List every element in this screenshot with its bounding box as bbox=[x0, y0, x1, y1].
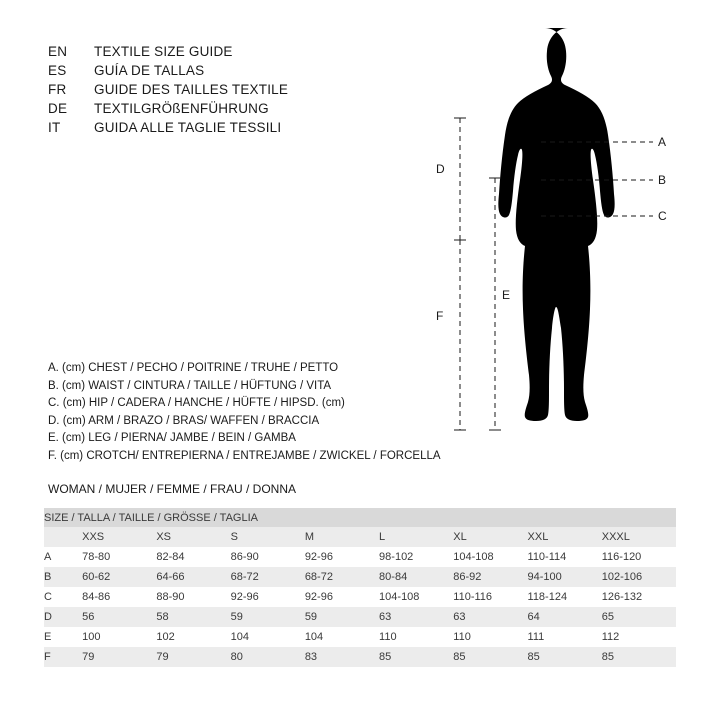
table-header-m: M bbox=[305, 527, 379, 547]
cell: 80-84 bbox=[379, 567, 453, 587]
cell: 83 bbox=[305, 647, 379, 667]
cell: 79 bbox=[82, 647, 156, 667]
table-row bbox=[44, 607, 676, 627]
row-label: A bbox=[44, 547, 82, 567]
cell: 92-96 bbox=[305, 547, 379, 567]
cell: 58 bbox=[156, 607, 230, 627]
cell: 63 bbox=[453, 607, 527, 627]
title-text: GUIDE DES TAILLES TEXTILE bbox=[94, 82, 289, 97]
cell: 59 bbox=[305, 607, 379, 627]
row-label: B bbox=[44, 567, 82, 587]
silhouette-shape bbox=[498, 28, 614, 421]
row-label: C bbox=[44, 587, 82, 607]
legend-item-d: D. (cm) ARM / BRAZO / BRAS/ WAFFEN / BRACCIA bbox=[48, 414, 320, 427]
cell: 63 bbox=[379, 607, 453, 627]
table-header-row bbox=[44, 527, 676, 547]
cell: 56 bbox=[82, 607, 156, 627]
cell: 64 bbox=[528, 607, 602, 627]
row-label: E bbox=[44, 627, 82, 647]
cell: 60-62 bbox=[82, 567, 156, 587]
table-row bbox=[44, 587, 676, 607]
cell: 92-96 bbox=[231, 587, 305, 607]
title-lang-code: EN bbox=[48, 44, 68, 59]
title-text: TEXTILGRÖßENFÜHRUNG bbox=[94, 101, 269, 116]
title-block bbox=[48, 44, 378, 139]
cell: 85 bbox=[528, 647, 602, 667]
cell: 59 bbox=[231, 607, 305, 627]
table-row bbox=[44, 647, 676, 667]
cell: 86-90 bbox=[231, 547, 305, 567]
title-lang-code: ES bbox=[48, 63, 67, 78]
table-caption: SIZE / TALLA / TAILLE / GRÖSSE / TAGLIA bbox=[44, 508, 676, 527]
cell: 112 bbox=[602, 627, 676, 647]
cell: 102 bbox=[156, 627, 230, 647]
cell: 104 bbox=[305, 627, 379, 647]
cell: 116-120 bbox=[602, 547, 676, 567]
marker-b-label: B bbox=[658, 173, 667, 187]
table-row bbox=[44, 627, 676, 647]
title-row bbox=[48, 44, 378, 59]
cell: 126-132 bbox=[602, 587, 676, 607]
size-table bbox=[44, 508, 676, 667]
cell: 78-80 bbox=[82, 547, 156, 567]
cell: 92-96 bbox=[305, 587, 379, 607]
table-row bbox=[44, 567, 676, 587]
cell: 85 bbox=[453, 647, 527, 667]
title-row bbox=[48, 82, 378, 97]
cell: 111 bbox=[528, 627, 602, 647]
table-corner-cell bbox=[44, 527, 82, 547]
cell: 94-100 bbox=[528, 567, 602, 587]
cell: 88-90 bbox=[156, 587, 230, 607]
row-label: D bbox=[44, 607, 82, 627]
legend-block bbox=[48, 360, 478, 466]
table-header-xxs: XXS bbox=[82, 527, 156, 547]
title-lang-code: IT bbox=[48, 120, 61, 135]
title-row bbox=[48, 101, 378, 116]
cell: 68-72 bbox=[305, 567, 379, 587]
legend-item-e: E. (cm) LEG / PIERNA/ JAMBE / BEIN / GAMBA bbox=[48, 432, 296, 445]
cell: 104-108 bbox=[453, 547, 527, 567]
marker-e-label: E bbox=[502, 288, 511, 302]
cell: 100 bbox=[82, 627, 156, 647]
legend-item-a: A. (cm) CHEST / PECHO / POITRINE / TRUHE / PETTO bbox=[48, 362, 339, 374]
marker-d-measure bbox=[436, 118, 466, 240]
cell: 65 bbox=[602, 607, 676, 627]
marker-d-label: D bbox=[436, 162, 445, 176]
table-row bbox=[44, 547, 676, 567]
title-lang-code: DE bbox=[48, 101, 68, 116]
cell: 80 bbox=[231, 647, 305, 667]
title-lang-code: FR bbox=[48, 82, 67, 97]
cell: 110 bbox=[453, 627, 527, 647]
marker-c-label: C bbox=[658, 209, 667, 223]
legend-item-f: F. (cm) CROTCH/ ENTREPIERNA / ENTREJAMBE / ZWICKEL / FORCELLA bbox=[48, 449, 441, 462]
cell: 104-108 bbox=[379, 587, 453, 607]
cell: 98-102 bbox=[379, 547, 453, 567]
cell: 110 bbox=[379, 627, 453, 647]
table-header-xl: XL bbox=[453, 527, 527, 547]
table-header-l: L bbox=[379, 527, 453, 547]
cell: 64-66 bbox=[156, 567, 230, 587]
cell: 118-124 bbox=[528, 587, 602, 607]
table-caption-row bbox=[44, 508, 676, 527]
marker-f-label: F bbox=[436, 309, 444, 323]
table-header-xxxl: XXXL bbox=[602, 527, 676, 547]
cell: 110-116 bbox=[453, 587, 527, 607]
cell: 68-72 bbox=[231, 567, 305, 587]
cell: 84-86 bbox=[82, 587, 156, 607]
table-header-s: S bbox=[231, 527, 305, 547]
table-header-xs: XS bbox=[156, 527, 230, 547]
legend-item-c: C. (cm) HIP / CADERA / HANCHE / HÜFTE / HIPSD. (cm) bbox=[48, 397, 345, 410]
table-header-xxl: XXL bbox=[528, 527, 602, 547]
title-text: TEXTILE SIZE GUIDE bbox=[94, 44, 233, 59]
cell: 110-114 bbox=[528, 547, 602, 567]
cell: 85 bbox=[602, 647, 676, 667]
cell: 85 bbox=[379, 647, 453, 667]
row-label: F bbox=[44, 647, 82, 667]
cell: 102-106 bbox=[602, 567, 676, 587]
title-row bbox=[48, 63, 378, 78]
title-text: GUIDA ALLE TAGLIE TESSILI bbox=[94, 120, 282, 135]
marker-a-label: A bbox=[658, 135, 667, 149]
legend-item-b: B. (cm) WAIST / CINTURA / TAILLE / HÜFTUNG / VITA bbox=[48, 379, 332, 392]
gender-label: WOMAN / MUJER / FEMME / FRAU / DONNA bbox=[48, 482, 296, 496]
cell: 86-92 bbox=[453, 567, 527, 587]
cell: 79 bbox=[156, 647, 230, 667]
title-text: GUÍA DE TALLAS bbox=[94, 63, 205, 78]
title-row bbox=[48, 120, 378, 135]
cell: 82-84 bbox=[156, 547, 230, 567]
cell: 104 bbox=[231, 627, 305, 647]
